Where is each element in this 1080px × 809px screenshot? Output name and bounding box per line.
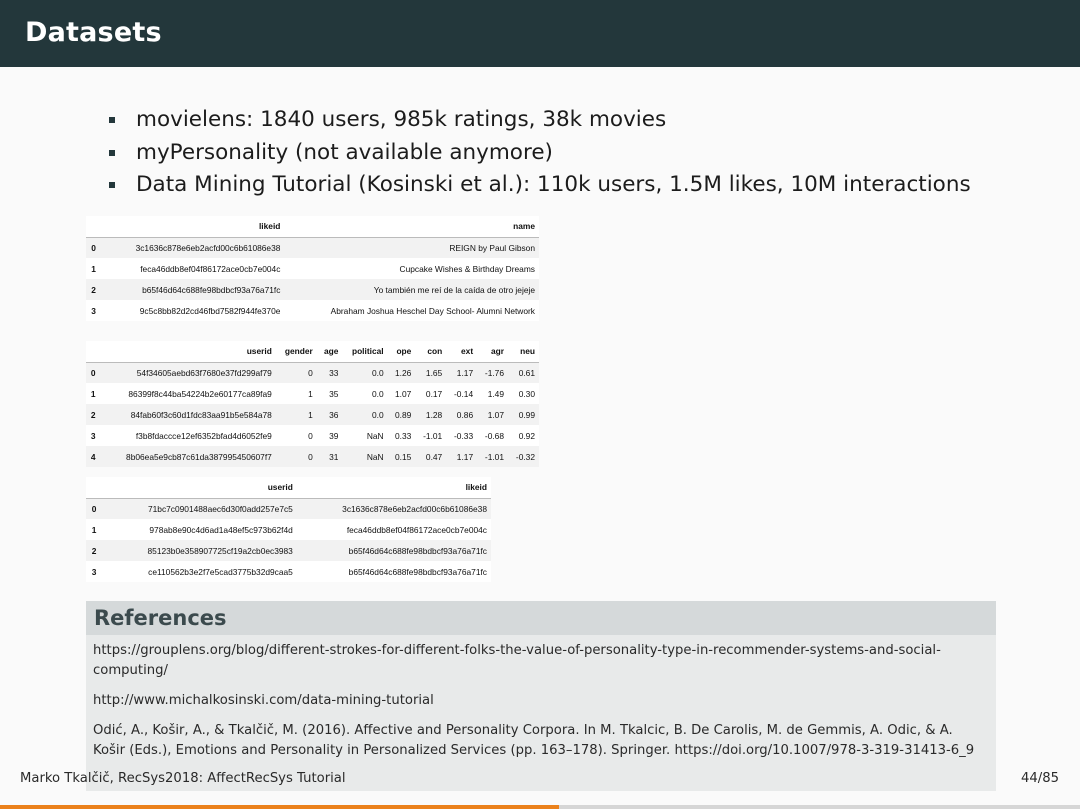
table-cell: -0.33	[454, 430, 474, 441]
row-index: 2	[86, 540, 102, 561]
index-header	[86, 341, 100, 362]
table-cell: Yo también me reí de la caída de otro jejeje	[284, 279, 539, 300]
table-cell: 1.28	[415, 404, 446, 425]
table-cell: 0.0	[371, 388, 384, 399]
table-cell: 0.86	[446, 404, 477, 425]
table-cell: -1.01	[423, 430, 443, 441]
reference-item: https://grouplens.org/blog/different-strokes-for-different-folks-the-value-of-personality-type-in-recommender-systems-and-social-computing/	[93, 643, 941, 678]
row-index: 1	[91, 263, 96, 274]
table-cell: 86399f8c44ba54224b2e60177ca89fa9	[128, 388, 272, 399]
table-cell: 1	[276, 404, 317, 425]
column-header: agr	[477, 341, 508, 362]
table-cell: 0.99	[508, 404, 539, 425]
index-header	[86, 477, 102, 498]
column-header: con	[415, 341, 446, 362]
table-cell: 0.30	[518, 388, 535, 399]
bullet-item: Data Mining Tutorial (Kosinski et al.): 110k users, 1.5M likes, 10M interactions	[108, 169, 971, 202]
bullet-item: myPersonality (not available anymore)	[108, 137, 971, 170]
row-index: 1	[90, 388, 96, 399]
table-cell: -0.14	[454, 388, 474, 399]
table-cell: 0	[276, 362, 317, 383]
users-table	[86, 341, 539, 467]
table-row	[86, 362, 539, 383]
table-cell: 84fab60f3c60d1fdc83aa91b5e584a78	[100, 404, 275, 425]
column-header: likeid	[101, 216, 284, 237]
table-row	[86, 237, 539, 258]
table-cell: -1.01	[477, 446, 508, 467]
row-index: 3	[90, 430, 96, 441]
table-row	[86, 425, 539, 446]
column-header: userid	[100, 341, 275, 362]
column-header: gender	[276, 341, 317, 362]
bullet-list	[108, 104, 971, 202]
table-cell: 31	[317, 446, 343, 467]
table-cell: NaN	[342, 446, 387, 467]
table-cell: 35	[329, 388, 339, 399]
column-header: userid	[102, 477, 297, 498]
table-cell: 0.47	[415, 446, 446, 467]
table-cell: 1.07	[395, 388, 412, 399]
column-header: name	[284, 216, 539, 237]
table-cell: -1.76	[477, 362, 508, 383]
table-cell: 54f34605aebd63f7680e37fd299af79	[100, 362, 275, 383]
table-cell: 978ab8e90c4d6ad1a48ef5c973b62f4d	[149, 524, 293, 535]
references-block	[86, 601, 996, 791]
footer-author: Marko Tkalčič, RecSys2018: AffectRecSys Tutorial	[20, 771, 346, 786]
table-cell: Cupcake Wishes & Birthday Dreams	[399, 263, 535, 274]
table-cell: 39	[329, 430, 339, 441]
table-cell: 71bc7c0901488aec6d30f0add257e7c5	[102, 498, 297, 519]
reference-item: Odić, A., Košir, A., & Tkalčič, M. (2016). Affective and Personality Corpora. In M. Tkalcic, B. De Carolis, M. de Gemmis, A. Odic, & A. Košir (Eds.), Emotions and Personality in Personalized Services (pp. 163–178). Springer. https://doi.org/10.1007/978-3-319-31413-6_9	[93, 723, 975, 758]
table-cell: 3c1636c878e6eb2acfd00c6b61086e38	[297, 498, 491, 519]
table-cell: 1.17	[446, 362, 477, 383]
table-row	[86, 561, 491, 582]
table-row	[86, 279, 539, 300]
table-cell: 1	[308, 388, 313, 399]
table-cell: b65f46d64c688fe98bdbcf93a76a71fc	[297, 540, 491, 561]
table-cell: -0.32	[508, 446, 539, 467]
likes-table	[86, 216, 539, 321]
table-cell: 8b06ea5e9cb87c61da387995450607f7	[100, 446, 275, 467]
table-cell: 0.17	[425, 388, 443, 399]
column-header: age	[317, 341, 343, 362]
table-row	[86, 519, 491, 540]
table-cell: b65f46d64c688fe98bdbcf93a76a71fc	[101, 279, 284, 300]
table-cell: 1.17	[446, 446, 477, 467]
row-index: 3	[91, 305, 96, 316]
table-cell: 0.0	[342, 362, 387, 383]
bullet-marker-icon	[109, 182, 115, 188]
table-cell: 1.07	[477, 404, 508, 425]
table-cell: 1.26	[388, 362, 416, 383]
column-header: political	[342, 341, 387, 362]
table-cell: NaN	[366, 430, 384, 441]
page-number: 44/85	[1020, 771, 1059, 786]
reference-item: http://www.michalkosinski.com/data-mining-tutorial	[93, 693, 434, 708]
table-cell: 0.61	[508, 362, 539, 383]
row-index: 2	[86, 404, 100, 425]
column-header: ope	[388, 341, 416, 362]
table-cell: 0	[276, 446, 317, 467]
table-cell: 0.15	[388, 446, 416, 467]
bullet-marker-icon	[109, 117, 115, 123]
column-header: neu	[508, 341, 539, 362]
table-row	[86, 383, 539, 404]
table-cell: 0	[308, 430, 313, 441]
table-row	[86, 258, 539, 279]
bullet-marker-icon	[109, 150, 115, 156]
users-likes-table	[86, 477, 491, 582]
column-header: likeid	[297, 477, 491, 498]
table-cell: 0.0	[342, 404, 387, 425]
table-cell: 9c5c8bb82d2cd46fbd7582f944fe370e	[139, 305, 281, 316]
table-header-row	[86, 477, 491, 498]
table-row	[86, 404, 539, 425]
table-cell: 1.49	[487, 388, 504, 399]
references-header	[86, 601, 996, 635]
table-cell: 0.92	[518, 430, 535, 441]
row-index: 1	[91, 524, 97, 535]
row-index: 4	[86, 446, 100, 467]
row-index: 3	[91, 566, 97, 577]
table-row	[86, 540, 491, 561]
table-cell: f3b8fdaccce12ef6352bfad4d6052fe9	[135, 430, 272, 441]
slide-title: Datasets	[25, 17, 162, 48]
title-bar	[0, 0, 1080, 67]
table-cell: 0.89	[388, 404, 416, 425]
table-cell: 36	[317, 404, 343, 425]
row-index: 0	[86, 237, 101, 258]
column-header: ext	[446, 341, 477, 362]
row-index: 2	[86, 279, 101, 300]
row-index: 0	[86, 362, 100, 383]
table-cell: 33	[317, 362, 343, 383]
bullet-item: movielens: 1840 users, 985k ratings, 38k movies	[108, 104, 971, 137]
table-cell: 3c1636c878e6eb2acfd00c6b61086e38	[101, 237, 284, 258]
table-row	[86, 446, 539, 467]
table-cell: 0.33	[395, 430, 412, 441]
table-cell: -0.68	[484, 430, 504, 441]
table-cell: b65f46d64c688fe98bdbcf93a76a71fc	[348, 566, 487, 577]
table-header-row	[86, 341, 539, 362]
table-cell: ce110562b3e2f7e5cad3775b32d9caa5	[148, 566, 293, 577]
table-cell: Abraham Joshua Heschel Day School- Alumni Network	[330, 305, 535, 316]
references-heading: References	[94, 606, 227, 630]
index-header	[86, 216, 101, 237]
progress-bar	[0, 805, 1080, 809]
table-cell: feca46ddb8ef04f86172ace0cb7e004c	[346, 524, 487, 535]
table-header-row	[86, 216, 539, 237]
table-cell: 1.65	[415, 362, 446, 383]
table-row	[86, 498, 491, 519]
progress-bar-fill	[0, 805, 559, 809]
row-index: 0	[86, 498, 102, 519]
table-cell: feca46ddb8ef04f86172ace0cb7e004c	[140, 263, 281, 274]
table-row	[86, 300, 539, 321]
references-body	[86, 635, 996, 761]
table-cell: 85123b0e358907725cf19a2cb0ec3983	[102, 540, 297, 561]
table-cell: REIGN by Paul Gibson	[284, 237, 539, 258]
